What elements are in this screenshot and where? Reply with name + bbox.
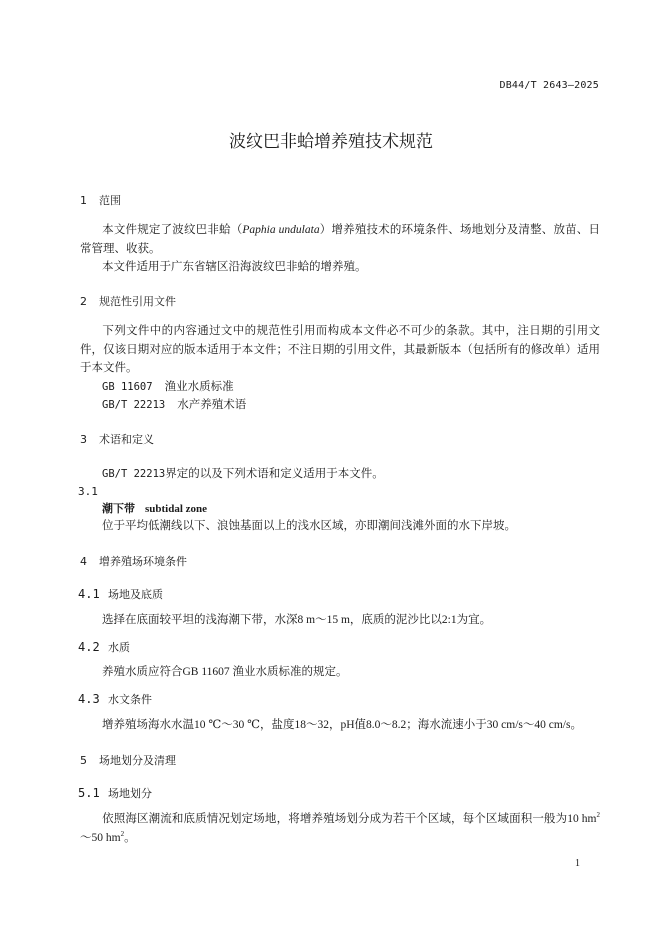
subsection-5-1-text — [80, 810, 600, 847]
subsection-4-1-heading — [78, 586, 163, 602]
text: 下列文件中的内容通过文中的规范性引用而构成本文件必不可少的条款。其中，注日期的引用文件，仅该日期对应的版本适用于本文件；不注日期的引用文件，其最新版本（包括所有的修改单）适用于本文件。 — [80, 325, 600, 374]
section-number: 5 — [80, 754, 87, 767]
subsection-title: 场地划分 — [108, 787, 152, 800]
section-title: 场地划分及清理 — [99, 754, 176, 767]
section-5-heading — [80, 752, 176, 768]
text: ）增养殖技术的环境条件、场地划分及清整、放苗、日常管理、收获。 — [80, 224, 600, 255]
subsection-title: 水质 — [108, 641, 130, 654]
text: 界定的以及下列术语和定义适用于本文件。 — [165, 468, 384, 480]
reference-item — [102, 395, 246, 414]
reference-name: 渔业水质标准 — [164, 381, 234, 393]
subsection-4-2-text: 养殖水质应符合GB 11607 渔业水质标准的规定。 — [102, 666, 348, 678]
subsection-number: 4.3 — [78, 692, 100, 706]
subsection-4-3-heading — [78, 691, 152, 707]
subsection-4-2-heading — [78, 639, 130, 655]
subsection-5-1-heading — [78, 785, 152, 801]
subsection-number: 4.1 — [78, 587, 100, 601]
term-chinese: 潮下带 — [102, 502, 135, 515]
page-title: 波纹巴非蛤增养殖技术规范 — [229, 132, 433, 152]
text: 本文件适用于广东省辖区沿海波纹巴非蛤的增养殖。 — [102, 261, 367, 273]
section-title: 术语和定义 — [99, 433, 154, 446]
section-number: 1 — [80, 194, 87, 207]
subsection-4-1-text: 选择在底面较平坦的浅海潮下带，水深8 m～15 m，底质的泥沙比以2:1为宜。 — [102, 614, 492, 626]
section-3-heading — [80, 431, 154, 447]
page-number: 1 — [575, 858, 580, 869]
text: 依照海区潮流和底质情况划定场地，将增养殖场划分成为若干个区域，每个区域面积一般为10 hm — [102, 813, 597, 825]
reference-code: GB/T 22213 — [102, 399, 166, 411]
superscript: 2 — [120, 829, 125, 838]
term-heading — [102, 500, 207, 516]
subsection-number: 4.2 — [78, 640, 100, 654]
section-1-paragraph-1 — [80, 221, 600, 258]
section-number: 2 — [80, 295, 87, 308]
reference-item — [102, 377, 234, 396]
section-number: 3 — [80, 433, 87, 446]
section-4-heading — [80, 553, 187, 569]
text: 。 — [124, 831, 136, 844]
term-number: 3.1 — [78, 485, 98, 498]
section-1-paragraph-2 — [80, 258, 600, 277]
text: ～50 hm — [80, 831, 121, 844]
section-2-paragraph-1 — [80, 322, 600, 378]
superscript: 2 — [596, 811, 600, 820]
reference-code: GB 11607 — [102, 381, 153, 393]
text: 本文件规定了波纹巴非蛤（ — [102, 224, 243, 236]
section-number: 4 — [80, 555, 87, 568]
section-title: 范围 — [99, 194, 121, 207]
section-2-heading — [80, 293, 176, 309]
subsection-title: 场地及底质 — [108, 588, 163, 601]
latin-name: Paphia undulata — [242, 224, 320, 236]
section-1-heading — [80, 192, 121, 208]
section-3-intro — [102, 464, 384, 483]
subsection-number: 5.1 — [78, 786, 100, 800]
section-title: 增养殖场环境条件 — [99, 555, 187, 568]
subsection-title: 水文条件 — [108, 693, 152, 706]
section-title: 规范性引用文件 — [99, 295, 176, 308]
document-code: DB44/T 2643—2025 — [499, 80, 599, 91]
subsection-4-3-text: 增养殖场海水水温10 ℃～30 ℃，盐度18～32，pH值8.0～8.2；海水流速小于30 cm/s～40 cm/s。 — [102, 719, 582, 731]
term-english: subtidal zone — [145, 503, 208, 515]
term-definition: 位于平均低潮线以下、浪蚀基面以上的浅水区域，亦即潮间浅滩外面的水下岸坡。 — [102, 520, 516, 532]
reference-code: GB/T 22213 — [102, 468, 166, 480]
reference-name: 水产养殖术语 — [177, 399, 247, 411]
